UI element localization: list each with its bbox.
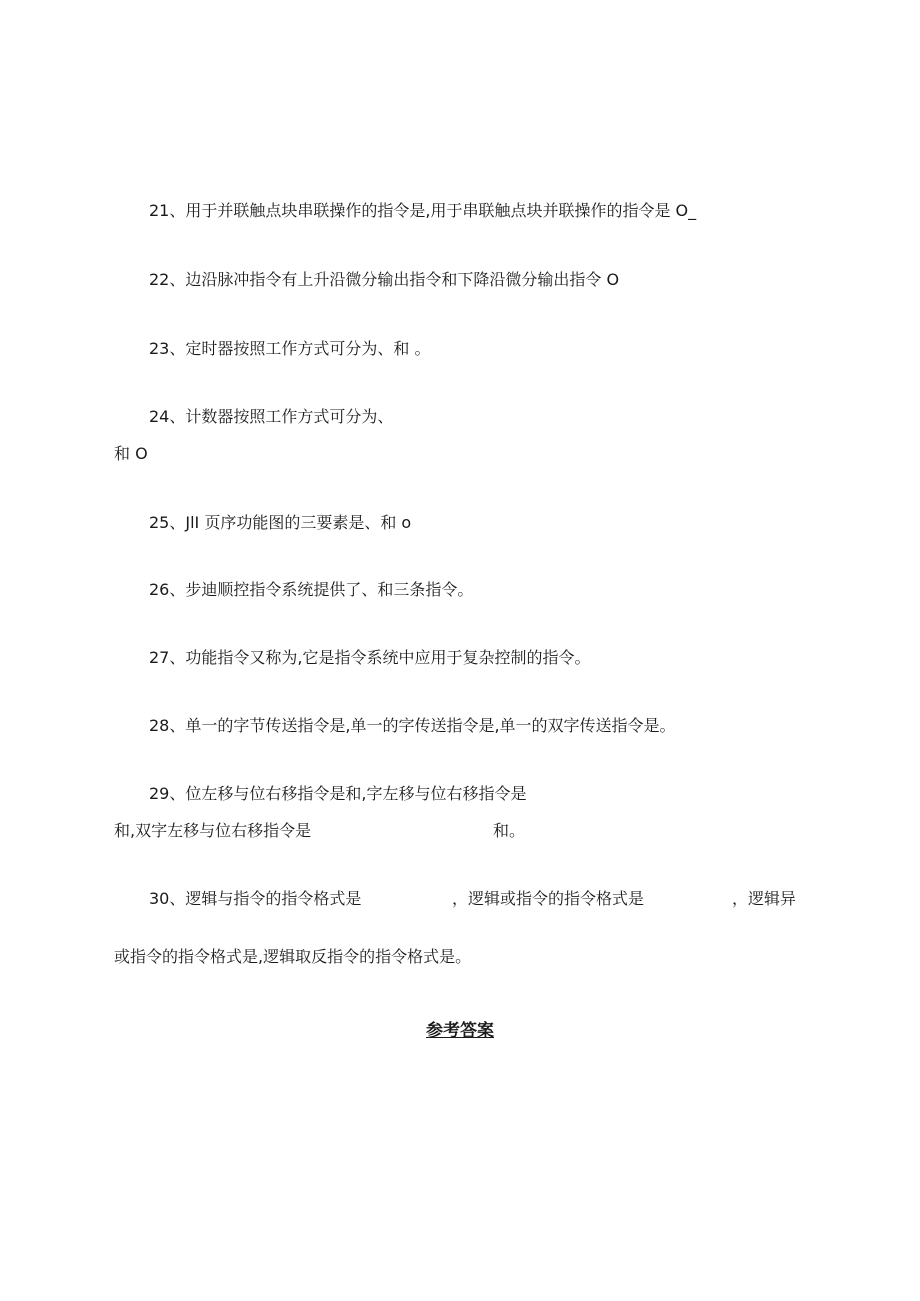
section-title-answers: 参考答案 xyxy=(426,1021,494,1041)
question-28: 28、单一的字节传送指令是,单一的字传送指令是,单一的双字传送指令是。 xyxy=(149,716,676,735)
question-29-line-2-end: 和。 xyxy=(493,821,526,840)
question-27: 27、功能指令又称为,它是指令系统中应用于复杂控制的指令。 xyxy=(149,648,591,667)
question-30-line-1-part-2: ，逻辑或指令的指令格式是 xyxy=(452,889,645,908)
question-24-line-2: 和 O xyxy=(114,444,148,463)
question-30-line-2: 或指令的指令格式是,逻辑取反指令的指令格式是。 xyxy=(114,947,472,966)
question-29-line-1: 29、位左移与位右移指令是和,字左移与位右移指令是 xyxy=(149,784,527,803)
question-21: 21、用于并联触点块串联操作的指令是,用于串联触点块并联操作的指令是 O_ xyxy=(149,201,697,220)
question-29-line-2: 和,双字左移与位右移指令是 xyxy=(114,821,312,840)
question-30-line-1-part-3: ，逻辑异 xyxy=(732,889,797,908)
question-25: 25、JlI 页序功能图的三要素是、和 o xyxy=(149,513,412,532)
question-24-line-1: 24、计数器按照工作方式可分为、 xyxy=(149,407,394,426)
question-30-line-1-part-1: 30、逻辑与指令的指令格式是 xyxy=(149,889,362,908)
question-23: 23、定时器按照工作方式可分为、和 。 xyxy=(149,339,431,358)
question-26: 26、步迪顺控指令系统提供了、和三条指令。 xyxy=(149,580,474,599)
question-22: 22、边沿脉冲指令有上升沿微分输出指令和下降沿微分输出指令 O xyxy=(149,270,620,289)
